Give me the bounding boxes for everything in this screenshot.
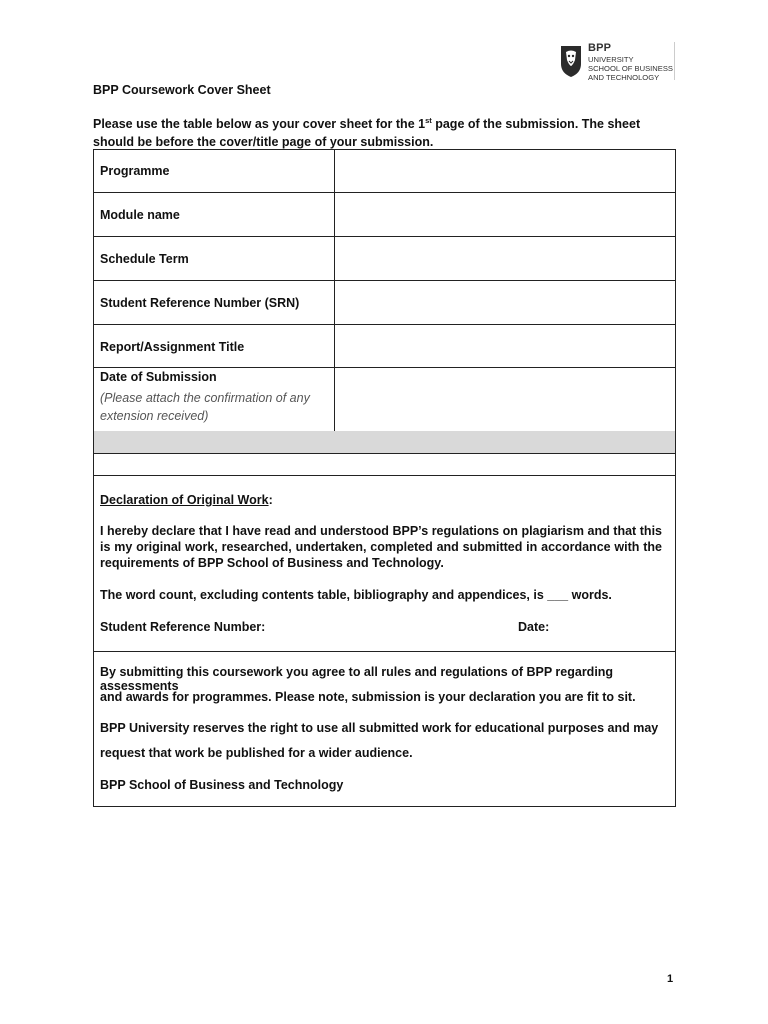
terms-line-2: and awards for programmes. Please note, submission is your declaration you are fit to sit. bbox=[100, 690, 636, 704]
logo-line-university: UNIVERSITY bbox=[588, 55, 634, 64]
terms-line-1: By submitting this coursework you agree to all rules and regulations of BPP regarding assessments bbox=[100, 665, 614, 693]
declaration-body: I hereby declare that I have read and understood BPP’s regulations on plagiarism and that this is my original work, researched, undertaken, completed and submitted in accordance with the requirements of BPP School of Business and Technology. bbox=[100, 524, 662, 570]
date-label: Date: bbox=[518, 620, 550, 634]
logo-divider bbox=[674, 42, 675, 80]
declaration-heading-colon: : bbox=[268, 493, 273, 507]
blank-row bbox=[94, 454, 675, 475]
intro-text-start: Please use the table below as your cover sheet for the 1 bbox=[93, 117, 426, 132]
row-divider bbox=[93, 651, 676, 652]
logo-brand: BPP bbox=[588, 42, 612, 54]
logo-line-school: SCHOOL OF BUSINESS bbox=[588, 64, 673, 73]
bpp-logo bbox=[558, 42, 676, 82]
schedule-term-field[interactable] bbox=[334, 237, 676, 281]
page-title: BPP Coursework Cover Sheet bbox=[93, 83, 271, 97]
logo-line-technology: AND TECHNOLOGY bbox=[588, 73, 660, 82]
row-divider bbox=[93, 475, 676, 476]
row-divider bbox=[93, 236, 676, 237]
module-name-field[interactable] bbox=[334, 193, 676, 237]
label-schedule-term: Schedule Term bbox=[100, 252, 189, 266]
srn-date-line bbox=[100, 619, 662, 635]
terms-line-5: BPP School of Business and Technology bbox=[100, 778, 344, 792]
page-number: 1 bbox=[667, 973, 674, 985]
shaded-spacer-row bbox=[94, 431, 675, 453]
word-count-statement: The word count, excluding contents table, bibliography and appendices, is ___ words. bbox=[100, 588, 612, 602]
intro-superscript: st bbox=[425, 116, 432, 125]
declaration-heading bbox=[100, 492, 662, 508]
intro-text bbox=[93, 112, 673, 151]
declaration-heading-text: Declaration of Original Work bbox=[100, 493, 269, 507]
programme-field[interactable] bbox=[334, 149, 676, 193]
row-divider bbox=[93, 192, 676, 193]
label-module-name: Module name bbox=[100, 208, 180, 222]
row-divider bbox=[93, 324, 676, 325]
row-divider bbox=[93, 280, 676, 281]
column-divider bbox=[334, 149, 335, 431]
label-programme: Programme bbox=[100, 164, 170, 178]
date-of-submission-cell bbox=[100, 370, 330, 430]
label-date-of-submission: Date of Submission bbox=[100, 370, 217, 384]
row-divider bbox=[93, 367, 676, 368]
terms-line-3: BPP University reserves the right to use all submitted work for educational purposes and may bbox=[100, 721, 659, 735]
date-of-submission-field[interactable] bbox=[334, 368, 676, 430]
label-srn: Student Reference Number (SRN) bbox=[100, 296, 300, 310]
terms-line-4: request that work be published for a wider audience. bbox=[100, 746, 413, 760]
srn-field[interactable] bbox=[334, 281, 676, 325]
label-assignment-title: Report/Assignment Title bbox=[100, 339, 245, 354]
extension-note: (Please attach the confirmation of any extension received) bbox=[100, 391, 310, 423]
row-divider bbox=[93, 453, 676, 454]
assignment-title-field[interactable] bbox=[334, 325, 676, 368]
lion-crest-icon bbox=[558, 44, 584, 78]
intro-text-end: page of the submission. The sheet should be before the cover/title page of your submission. bbox=[93, 117, 641, 150]
srn-label: Student Reference Number: bbox=[100, 620, 266, 634]
cover-sheet-table bbox=[93, 149, 676, 807]
